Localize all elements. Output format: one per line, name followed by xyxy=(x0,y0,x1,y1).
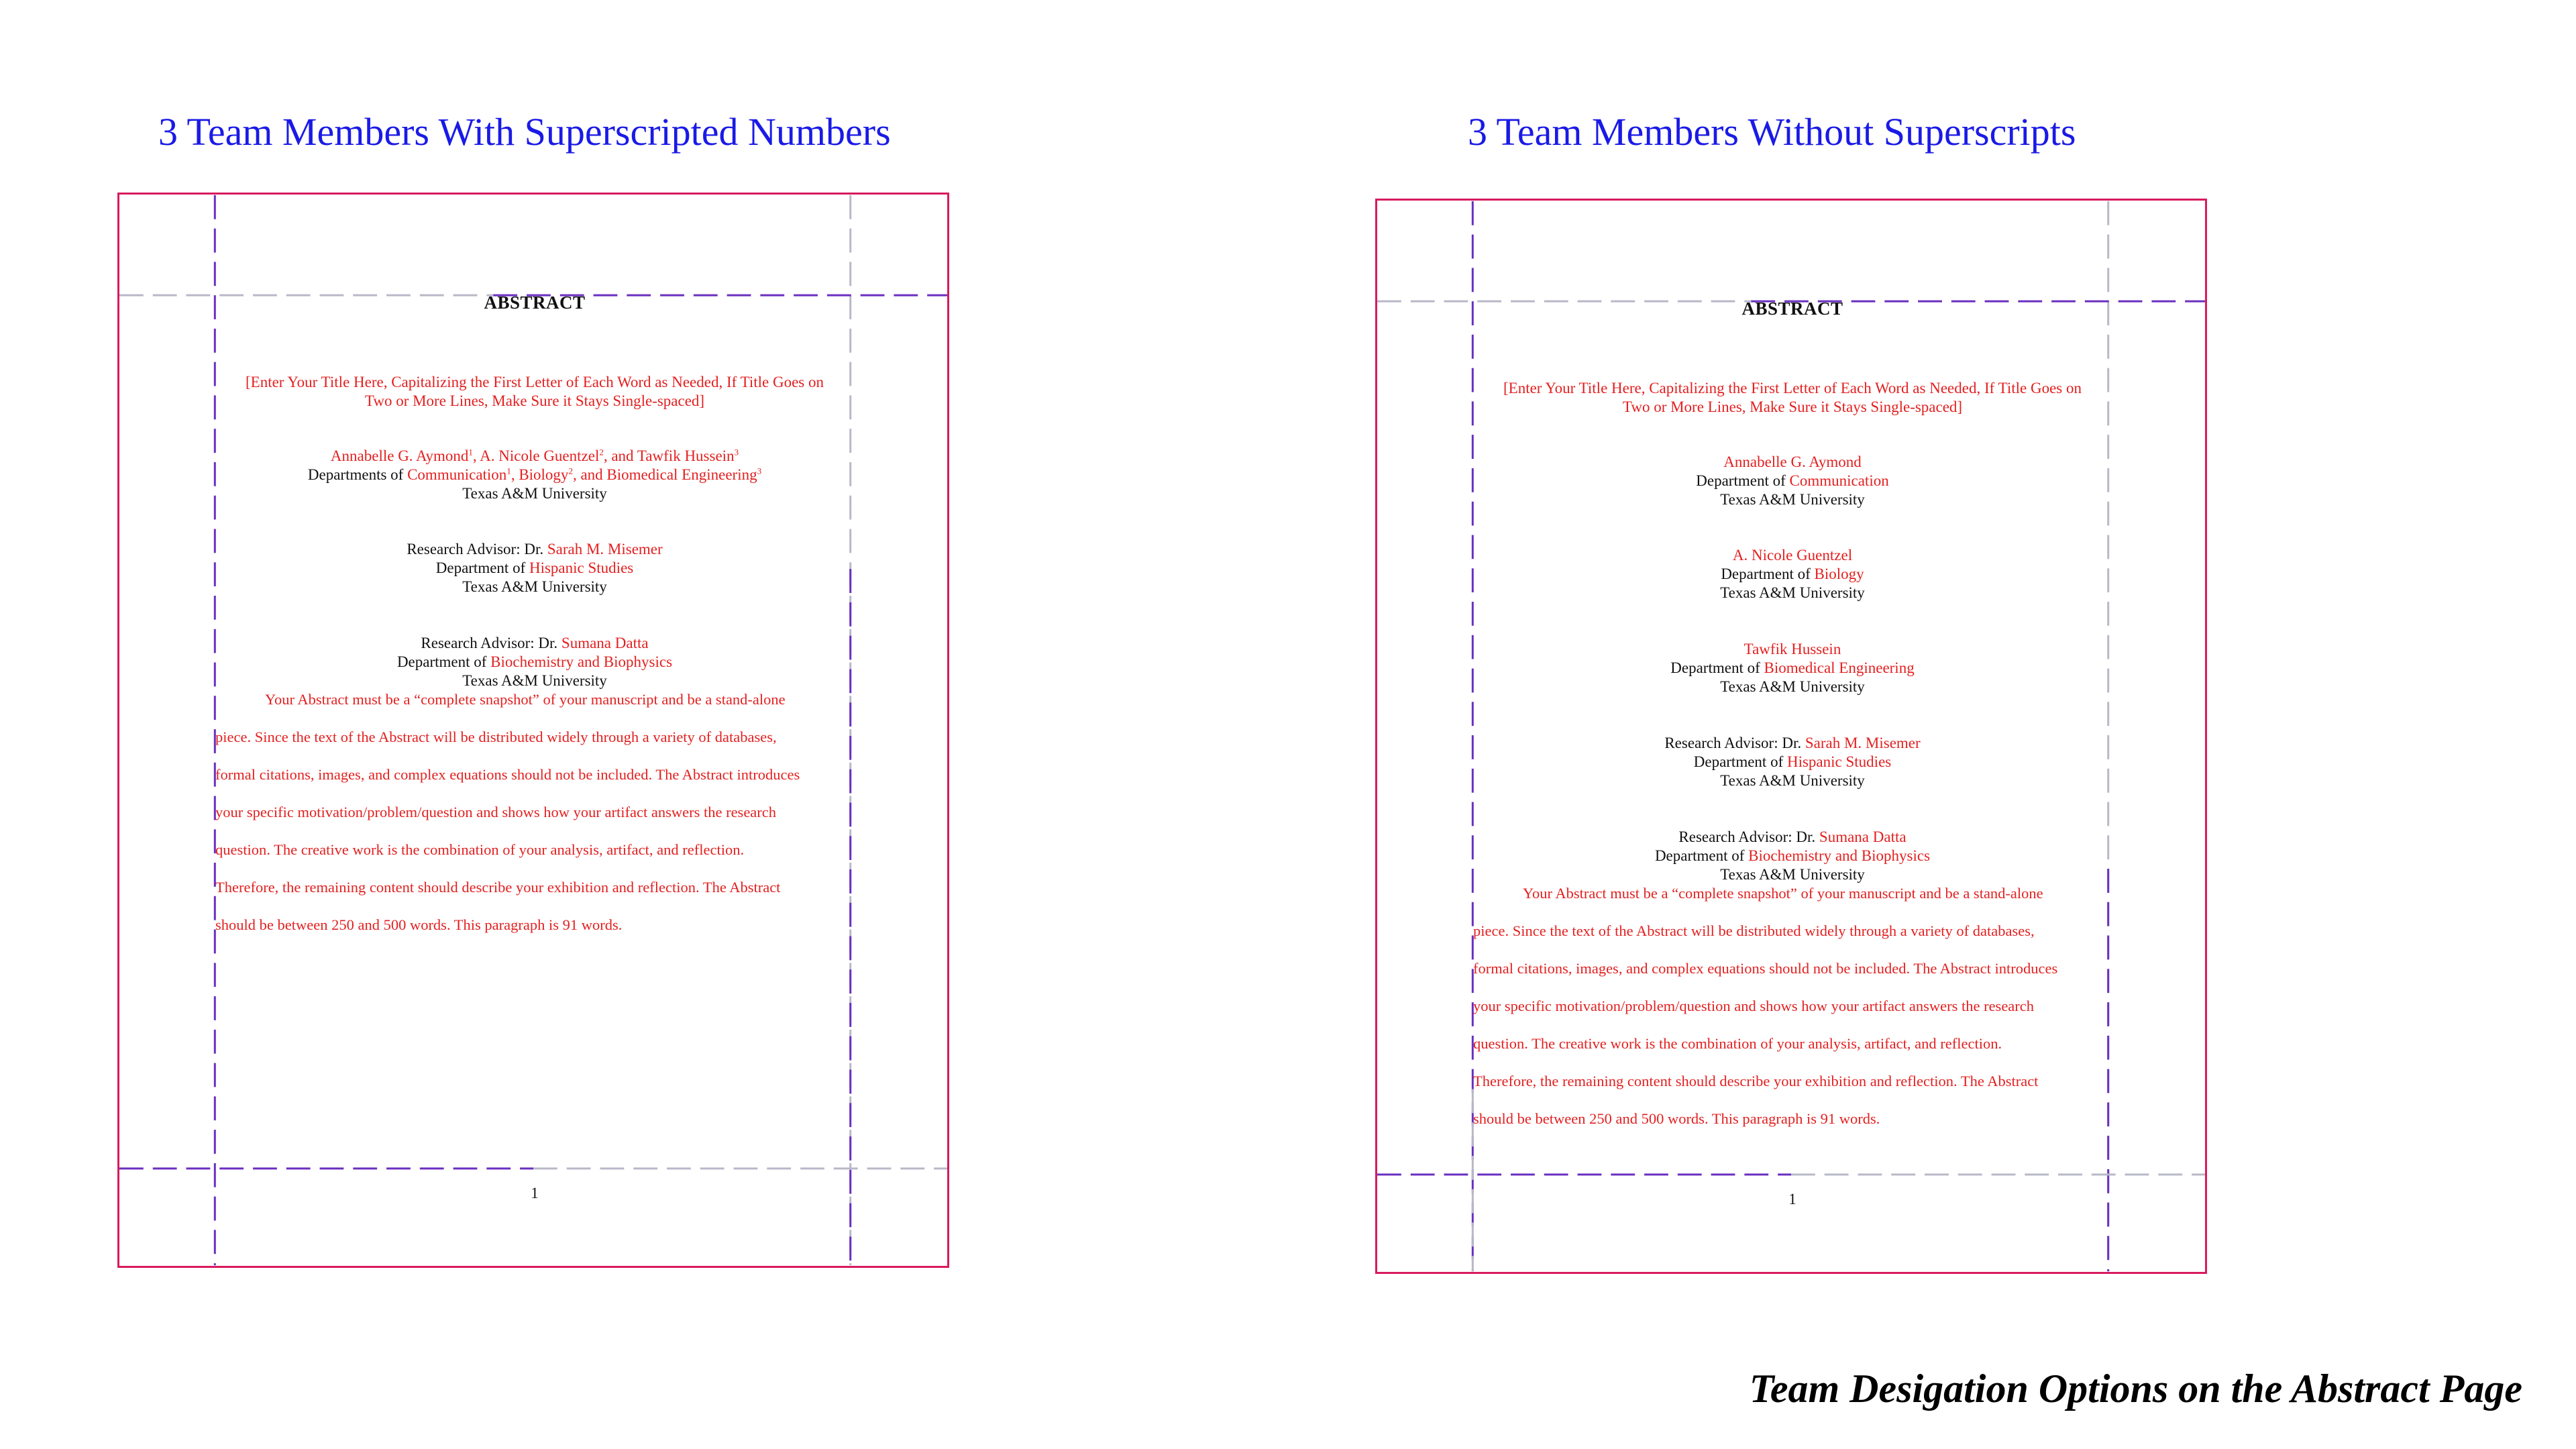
advisor-department xyxy=(215,559,854,578)
paragraph-line: should be between 250 and 500 words. This paragraph is 91 words. xyxy=(1473,1110,1880,1127)
author-names xyxy=(215,447,854,466)
member-department xyxy=(1473,472,2112,490)
paragraph-line: should be between 250 and 500 words. This paragraph is 91 words. xyxy=(215,916,623,933)
department-name: Biology xyxy=(519,466,569,483)
team-block xyxy=(215,447,854,503)
department-name: Hispanic Studies xyxy=(529,559,634,576)
university-name: Texas A&M University xyxy=(1720,772,1865,789)
department-name: Hispanic Studies xyxy=(1786,753,1892,770)
paragraph-line: Therefore, the remaining content should describe your exhibition and reflection. The Abstract xyxy=(215,879,781,896)
member-block xyxy=(1473,546,2112,602)
department-list xyxy=(215,466,854,484)
university-name: Texas A&M University xyxy=(1720,678,1865,695)
department-prefix: Department of xyxy=(1693,753,1787,770)
author-name: A. Nicole Guentzel xyxy=(480,447,600,464)
advisor-name: Sumana Datta xyxy=(561,635,649,651)
paragraph-line: your specific motivation/problem/question and shows how your artifact answers the research xyxy=(1473,998,2035,1014)
right-panel-heading: 3 Team Members Without Superscripts xyxy=(1468,110,2076,154)
paragraph-line: Your Abstract must be a “complete snapshot” of your manuscript and be a stand-alone xyxy=(1523,885,2043,902)
page-number: 1 xyxy=(531,1185,539,1201)
title-line: [Enter Your Title Here, Capitalizing the First Letter of Each Word as Needed, If Title Goes on xyxy=(1503,380,2082,396)
department-prefix: Department of xyxy=(1670,659,1764,676)
university-name: Texas A&M University xyxy=(1720,866,1865,883)
department-name: Communication xyxy=(407,466,507,483)
advisor-department xyxy=(1473,753,2112,771)
advisor-line xyxy=(215,634,854,653)
member-department xyxy=(1473,659,2112,678)
right-abstract-page xyxy=(1375,199,2207,1274)
title-line: Two or More Lines, Make Sure it Stays Single-spaced] xyxy=(364,392,705,409)
member-name: Tawfik Hussein xyxy=(1743,641,1841,657)
left-panel-heading: 3 Team Members With Superscripted Numbers xyxy=(158,110,891,154)
member-block xyxy=(1473,640,2112,696)
title-placeholder xyxy=(1473,379,2112,417)
department-superscript: 2 xyxy=(568,466,573,476)
author-name: Tawfik Hussein xyxy=(637,447,735,464)
department-superscript: 1 xyxy=(506,466,511,476)
author-separator: , and xyxy=(603,447,637,464)
page-number: 1 xyxy=(1788,1191,1796,1208)
department-name: Biomedical Engineering xyxy=(606,466,757,483)
department-name: Biology xyxy=(1814,566,1864,582)
advisor-prefix: Research Advisor: Dr. xyxy=(407,541,547,557)
department-separator: , and xyxy=(572,466,607,483)
department-prefix: Departments of xyxy=(307,466,408,483)
department-separator: , xyxy=(511,466,519,483)
advisor-line xyxy=(1473,734,2112,753)
paragraph-line: Your Abstract must be a “complete snapshot” of your manuscript and be a stand-alone xyxy=(265,691,786,708)
department-prefix: Department of xyxy=(396,653,491,670)
abstract-heading: ABSTRACT xyxy=(484,292,586,313)
advisor-name: Sarah M. Misemer xyxy=(547,541,663,557)
paragraph-line: your specific motivation/problem/question and shows how your artifact answers the research xyxy=(215,804,777,820)
author-separator: , xyxy=(472,447,480,464)
title-line: Two or More Lines, Make Sure it Stays Single-spaced] xyxy=(1622,398,1963,415)
title-line: [Enter Your Title Here, Capitalizing the First Letter of Each Word as Needed, If Title Goes on xyxy=(246,374,824,390)
paragraph-line: question. The creative work is the combination of your analysis, artifact, and reflection. xyxy=(1473,1035,2002,1052)
university-name: Texas A&M University xyxy=(462,578,607,595)
member-name: A. Nicole Guentzel xyxy=(1732,547,1853,564)
department-name: Biochemistry and Biophysics xyxy=(490,653,673,670)
advisor-prefix: Research Advisor: Dr. xyxy=(1678,828,1819,845)
department-prefix: Department of xyxy=(1654,847,1749,864)
advisor-line xyxy=(215,540,854,559)
advisor-prefix: Research Advisor: Dr. xyxy=(1664,735,1805,751)
advisor-line xyxy=(1473,828,2112,847)
university-name: Texas A&M University xyxy=(1720,584,1865,601)
department-prefix: Department of xyxy=(1721,566,1815,582)
member-department xyxy=(1473,565,2112,584)
abstract-paragraph xyxy=(215,681,854,944)
paragraph-line: piece. Since the text of the Abstract will be distributed widely through a variety of databases, xyxy=(1473,922,2035,939)
abstract-heading: ABSTRACT xyxy=(1741,299,1843,319)
author-superscript: 3 xyxy=(734,447,739,458)
member-name: Annabelle G. Aymond xyxy=(1723,453,1862,470)
university-name: Texas A&M University xyxy=(462,672,607,689)
advisor-name: Sarah M. Misemer xyxy=(1805,735,1921,751)
advisor-department xyxy=(1473,847,2112,865)
author-superscript: 1 xyxy=(468,447,473,458)
author-name: Annabelle G. Aymond xyxy=(330,447,469,464)
title-placeholder xyxy=(215,373,854,411)
advisor-block xyxy=(1473,734,2112,790)
advisor-block xyxy=(215,540,854,596)
left-abstract-page xyxy=(117,193,949,1268)
advisor-department xyxy=(215,653,854,672)
department-prefix: Department of xyxy=(1696,472,1790,489)
department-name: Biochemistry and Biophysics xyxy=(1748,847,1931,864)
paragraph-line: formal citations, images, and complex equations should not be included. The Abstract introduces xyxy=(1473,960,2058,977)
figure-caption: Team Desigation Options on the Abstract Page xyxy=(1749,1366,2522,1411)
department-name: Communication xyxy=(1789,472,1889,489)
department-name: Biomedical Engineering xyxy=(1764,659,1915,676)
department-superscript: 3 xyxy=(757,466,762,476)
advisor-name: Sumana Datta xyxy=(1819,828,1907,845)
paragraph-line: Therefore, the remaining content should describe your exhibition and reflection. The Abstract xyxy=(1473,1073,2039,1089)
university-name: Texas A&M University xyxy=(1720,491,1865,508)
member-block xyxy=(1473,453,2112,509)
university-name: Texas A&M University xyxy=(462,485,607,502)
author-superscript: 2 xyxy=(599,447,604,458)
paragraph-line: question. The creative work is the combination of your analysis, artifact, and reflection. xyxy=(215,841,745,858)
department-prefix: Department of xyxy=(435,559,529,576)
paragraph-line: piece. Since the text of the Abstract will be distributed widely through a variety of databases, xyxy=(215,729,777,745)
advisor-prefix: Research Advisor: Dr. xyxy=(421,635,561,651)
abstract-paragraph xyxy=(1473,875,2112,1138)
paragraph-line: formal citations, images, and complex equations should not be included. The Abstract introduces xyxy=(215,766,800,783)
